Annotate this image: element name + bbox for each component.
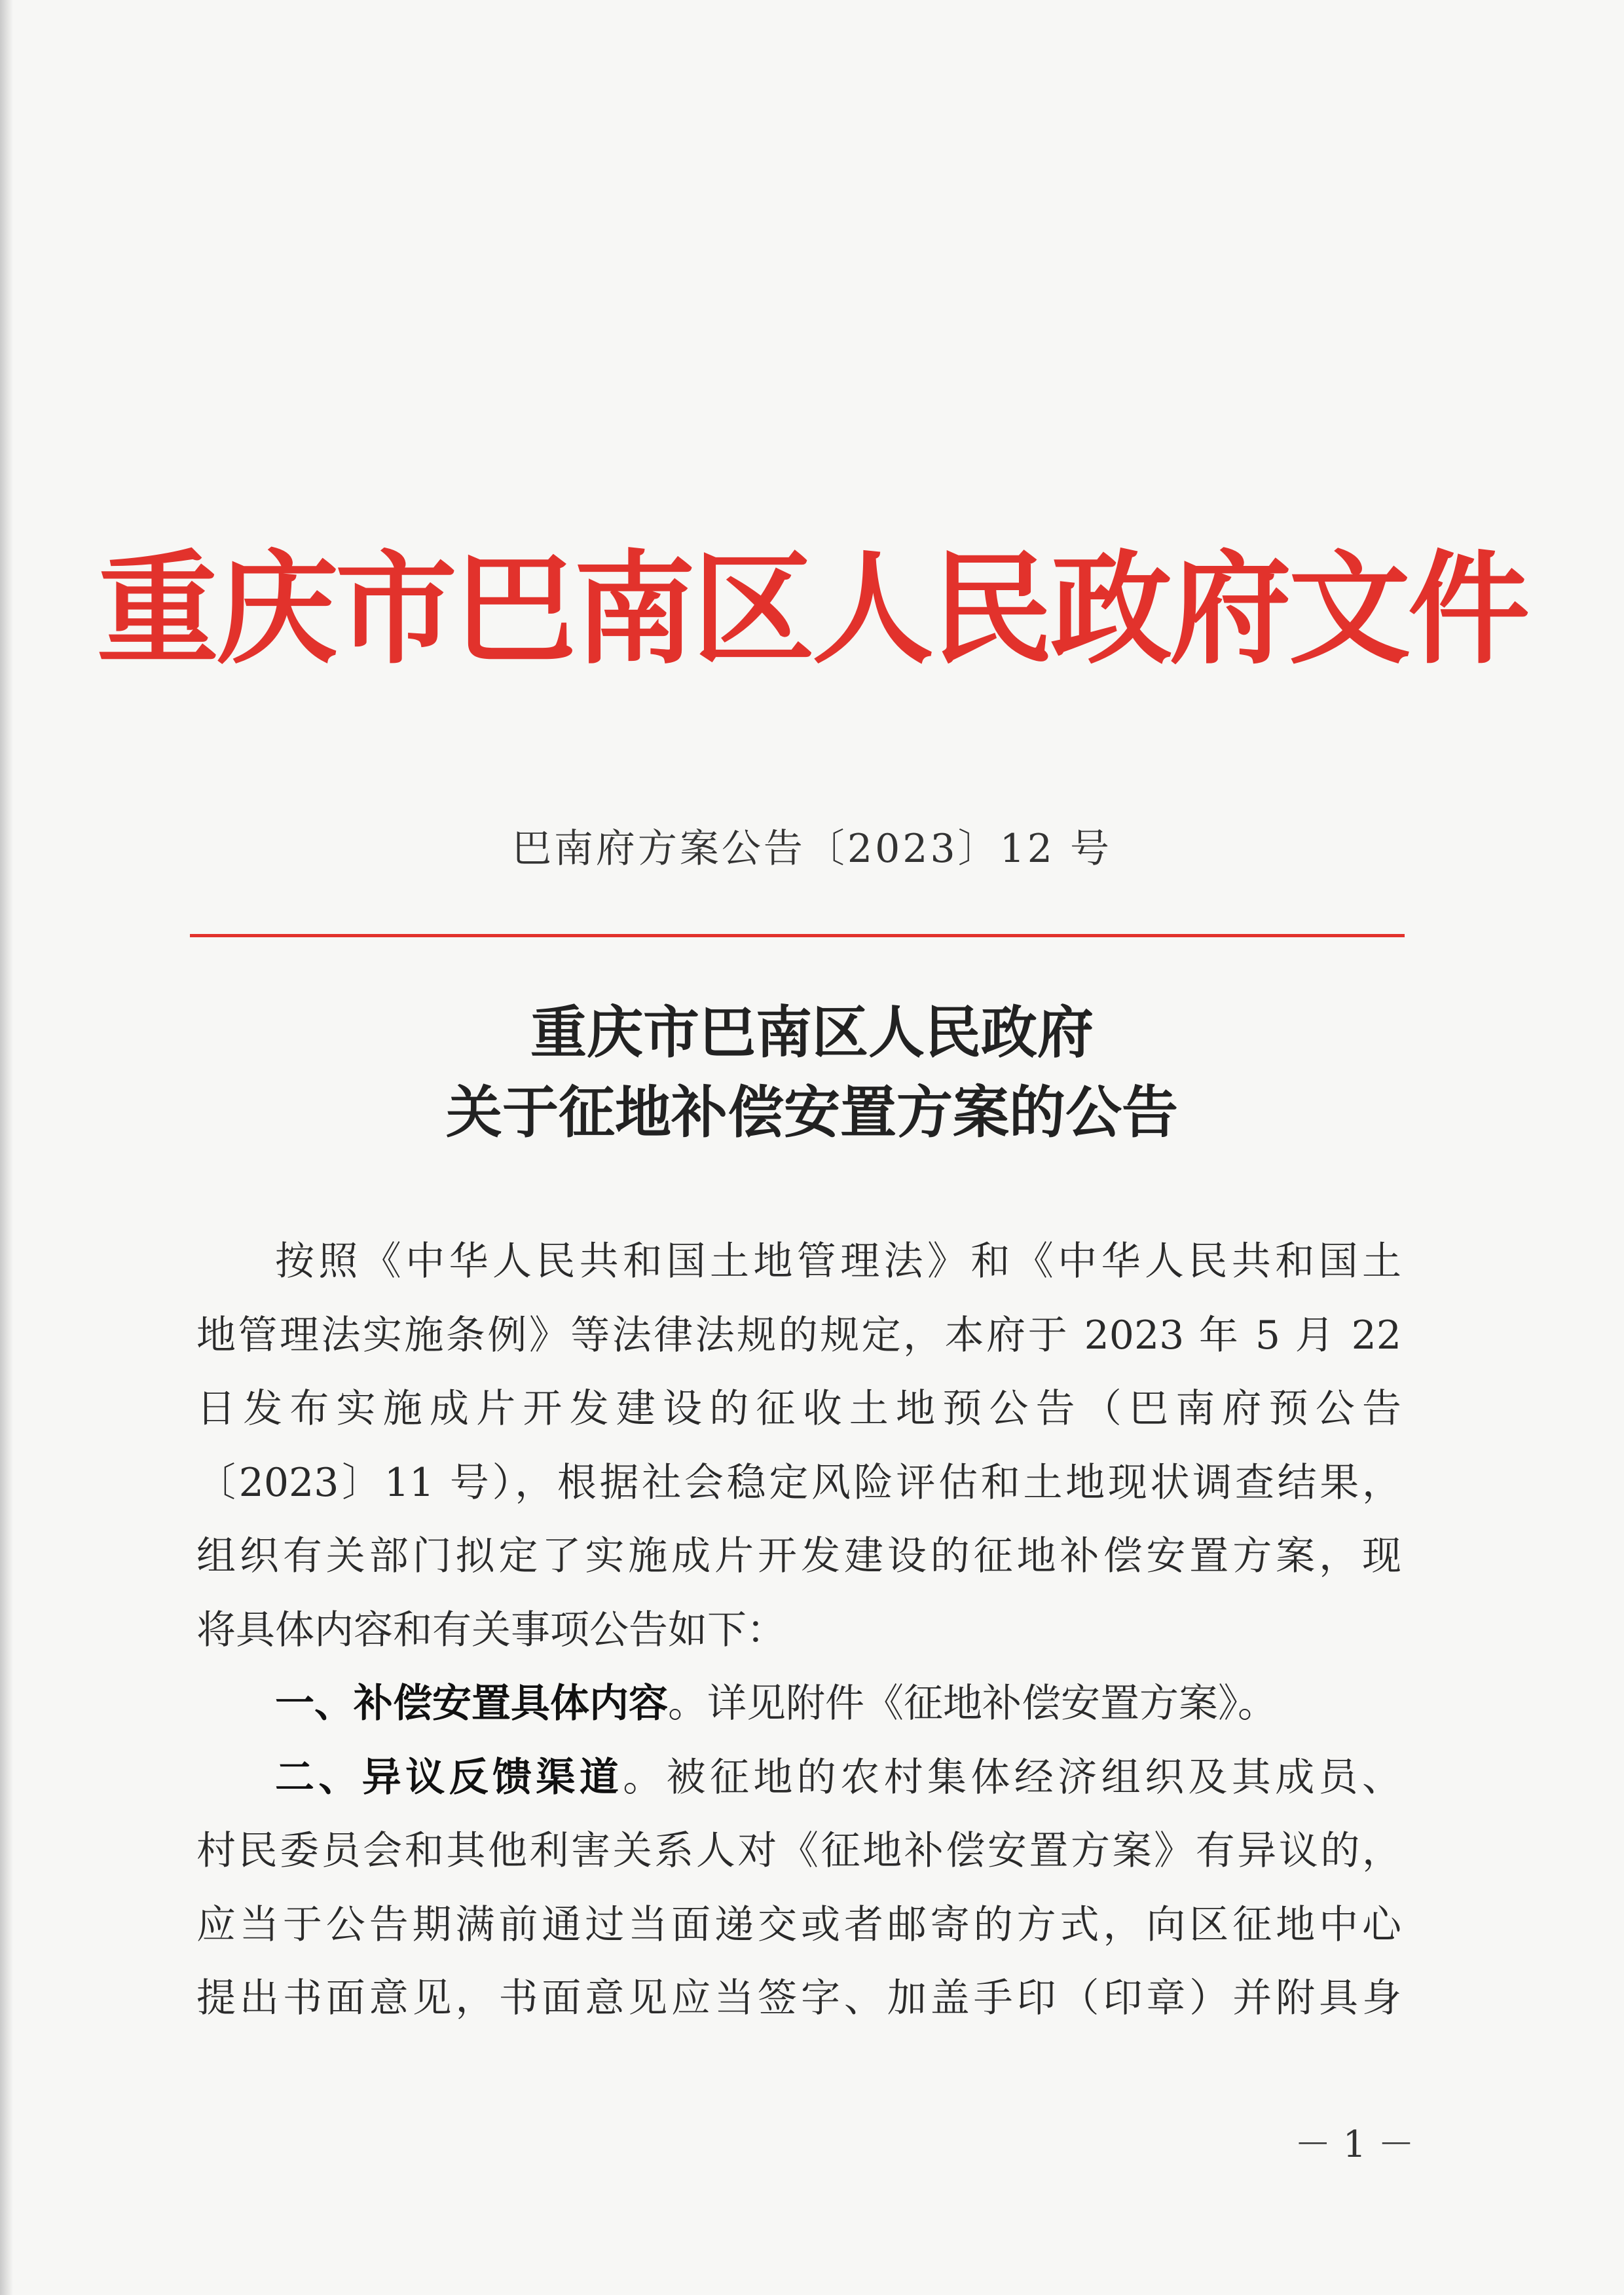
title-line-1: 重庆市巴南区人民政府 <box>530 999 1094 1066</box>
document-number: 巴南府方案公告〔2023〕12 号 <box>511 826 1113 872</box>
section-2-text: 。被征地的农村集体经济组织及其成员、 <box>623 1754 1401 1801</box>
paragraph-line: 应当于公告期满前通过当面递交或者邮寄的方式，向区征地中心 <box>196 1901 1401 1948</box>
red-divider-line <box>190 934 1405 937</box>
title-line-2: 关于征地补偿安置方案的公告 <box>446 1079 1178 1146</box>
paragraph-line: 将具体内容和有关事项公告如下： <box>196 1607 786 1653</box>
section-2-heading: 二、异议反馈渠道 <box>275 1754 623 1801</box>
paragraph-line: 〔2023〕11 号），根据社会稳定风险评估和土地现状调查结果， <box>196 1459 1401 1506</box>
section-2-line <box>196 1741 1401 1815</box>
page-number: － 1 － <box>1294 2123 1414 2166</box>
section-1-heading: 一、补偿安置具体内容 <box>275 1681 668 1726</box>
paragraph-line: 村民委员会和其他利害关系人对《征地补偿安置方案》有异议的， <box>196 1828 1401 1874</box>
paragraph-line: 日发布实施成片开发建设的征收土地预公告（巴南府预公告 <box>196 1386 1401 1432</box>
section-1-line <box>196 1667 1401 1741</box>
masthead: 重庆市巴南区人民政府文件 <box>96 537 1527 681</box>
body-text <box>196 1225 1401 2036</box>
paragraph-line: 提出书面意见，书面意见应当签字、加盖手印（印章）并附具身 <box>196 1975 1401 2021</box>
section-1-text: 。详见附件《征地补偿安置方案》。 <box>668 1681 1277 1726</box>
paragraph-line: 按照《中华人民共和国土地管理法》和《中华人民共和国土 <box>275 1239 1401 1284</box>
paragraph-line: 地管理法实施条例》等法律法规的规定，本府于 2023 年 5 月 22 <box>196 1312 1401 1358</box>
paragraph-line: 组织有关部门拟定了实施成片开发建设的征地补偿安置方案，现 <box>196 1533 1401 1579</box>
